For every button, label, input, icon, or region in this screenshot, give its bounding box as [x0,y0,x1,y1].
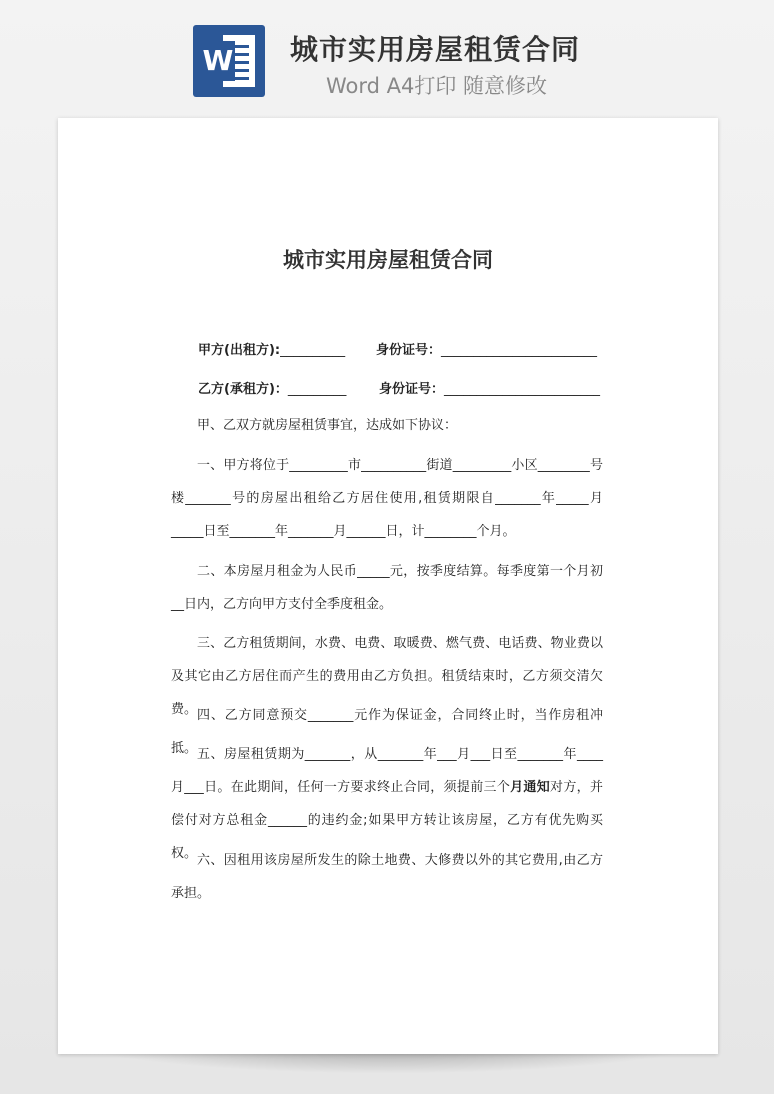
document-title: 城市实用房屋租赁合同 [283,248,493,272]
party-b-blank: _________ [287,382,347,397]
clause-3: 三、乙方租赁期间，水费、电费、取暖费、燃气费、电话费、物业费以及其它由乙方居住而产生的费用由乙方负担。租赁结束时，乙方须交清欠费。 [171,636,603,717]
id-b-row [379,378,600,397]
id-label-a: 身份证号： [376,343,442,358]
clause-2: 二、本房屋月租金为人民币_____元，按季度结算。每季度第一个月初__日内，乙方向甲方支付全季度租金。 [171,564,603,612]
clause-5-bold: 月通知 [510,780,551,795]
party-a-label: 甲方(出租方): [198,343,281,358]
party-a-row [198,339,345,358]
banner-title: 城市实用房屋租赁合同 [290,33,581,66]
party-a-blank: __________ [280,343,346,358]
word-icon [193,25,265,97]
id-label-b: 身份证号： [379,382,445,397]
party-b-row [198,378,346,397]
document-page [58,118,718,1054]
clause-6: 六、因租用该房屋所发生的除土地费、大修费以外的其它费用,由乙方承担。 [171,853,603,901]
banner [0,0,774,118]
id-blank-b: ________________________ [444,382,601,397]
id-a-row [376,339,597,358]
clause-1: 一、甲方将位于_________市__________街道_________小区________号楼_______号的房屋出租给乙方居住使用,租赁期限自_______年_____月_____日至_______年_______月______日，计________个月。 [171,458,603,539]
clause-4: 四、乙方同意预交_______元作为保证金，合同终止时，当作房租冲抵。 [171,708,603,756]
id-blank-a: ________________________ [441,343,598,358]
clause-5-part-b: 对方，并偿付对方总租金______的违约金;如果甲方转让该房屋，乙方有优先购买权。 [171,780,603,861]
banner-subtitle: Word A4打印 随意修改 [326,74,548,98]
word-icon-letter: W [201,41,235,81]
clause-5-part-a: 五、房屋租赁期为_______，从_______年___月___日至_______年____月___日。在此期间，任何一方要求终止合同，须提前三个 [171,747,603,795]
party-b-label: 乙方(承租方)： [198,382,288,397]
intro-paragraph: 甲、乙双方就房屋租赁事宜，达成如下协议： [197,418,458,433]
